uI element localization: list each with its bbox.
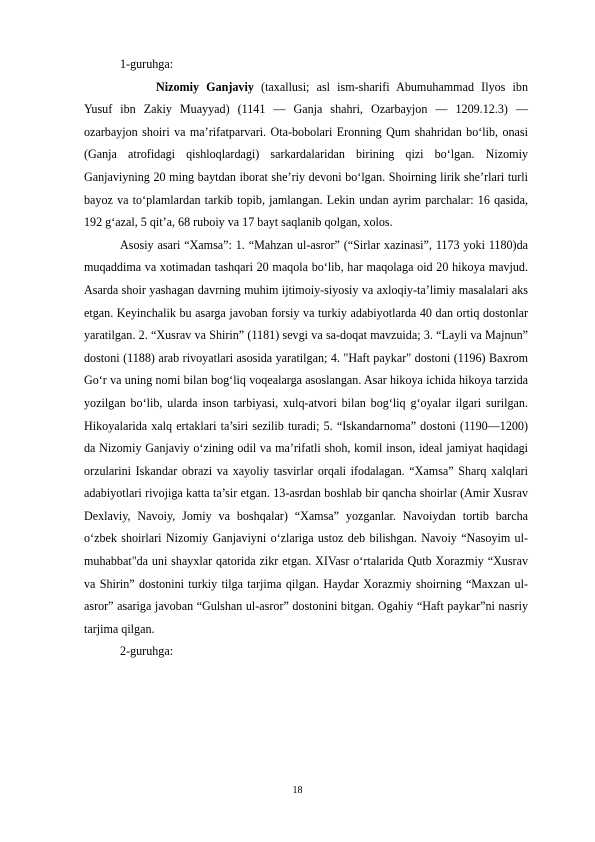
section-heading-group-1: 1-guruhga: [120, 57, 174, 71]
paragraph-nizomiy-biography [84, 76, 528, 234]
page-content [84, 53, 528, 663]
paragraph-xamsa-description: Asosiy asari “Xamsa”: 1. “Mahzan ul-asror” (“Sirlar xazinasi”, 1173 yoki 1180)da muqaddima va xotimadan tashqari 20 maqola bo‘lib, har maqolaga oid 20 hikoya mavjud. Asarda shoir yashagan davrning muhim ijtimoiy-siyosiy va axloqiy-ta’limiy masalalari aks etgan. Keyinchalik bu asarga javoban forsiy va turkiy adabiyotlarda 40 dan ortiq dostonlar yaratilgan. 2. “Xusrav va Shirin” (1181) sevgi va sa-doqat mavzuida; 3. “Layli va Majnun” dostoni (1188) arab rivoyatlari asosida yaratilgan; 4. "Haft paykar" dostoni (1196) Baxrom Go‘r va uning nomi bilan bog‘liq voqealarga asoslangan. Asar hikoya ichida hikoya tarzida yozilgan bo‘lib, ularda inson tarbiyasi, xulq-atvori bilan bog‘liq g‘oyalar ilgari surilgan. Hikoyalarida xalq ertaklari ta’siri sezilib turadi; 5. “Iskandarnoma” dostoni (1190—1200) da Nizomiy Ganjaviy o‘zining odil va ma’rifatli shoh, komil inson, ideal jamiyat haqidagi orzularini Iskandar obrazi va xayoliy tasvirlar orqali ifodalagan. “Xamsa” Sharq xalqlari adabiyotlari rivojiga katta ta’sir etgan. 13-asrdan boshlab bir qancha shoirlar (Amir Xusrav Dexlaviy, Navoiy, Jomiy va boshqalar) “Xamsa” yozganlar. Navoiydan tortib barcha o‘zbek shoirlari Nizomiy Ganjaviyni o‘zlariga ustoz deb bilishgan. Navoiy “Nasoyim ul-muhabbat"da uni shayxlar qatorida zikr etgan. XIVasr o‘rtalarida Qutb Xorazmiy “Xusrav va Shirin” dostonini turkiy tilga tarjima qilgan. Haydar Xorazmiy shoirning “Maxzan ul-asror” asariga javoban “Gulshan ul-asror” dostonini bitgan. Ogahiy “Haft paykar”ni nasriy tarjima qilgan. [84, 237, 528, 636]
page-number: 18 [292, 785, 303, 796]
poet-name: Nizomiy Ganjaviy [156, 79, 254, 94]
section-heading-group-2: 2-guruhga: [120, 644, 174, 659]
paragraph-nizomiy-biography-text: (taxallusi; asl ism-sharifi Abumuhammad Ilyos ibn Yusuf ibn Zakiy Muayyad) (1141 — Ganja shahri, Ozarbayjon — 1209.12.3) — ozarbayjon shoiri va ma’rifatparvari. Ota-bobolari Eronning Qum shahridan bo‘lib, onasi (Ganja atrofidagi qishloqlardagi) sarkardalaridan birining qizi bo‘lgan. Nizomiy Ganjaviyning 20 ming baytdan iborat she’riy devoni bo‘lgan. Shoirning lirik she’rlari turli bayoz va to‘plamlardan tarkib topib, jamlangan. Lekin undan ayrim parchalar: 16 qasida, 192 g‘azal, 5 qit’a, 68 ruboiy va 17 bayt saqlanib qolgan, xolos. [84, 79, 528, 230]
